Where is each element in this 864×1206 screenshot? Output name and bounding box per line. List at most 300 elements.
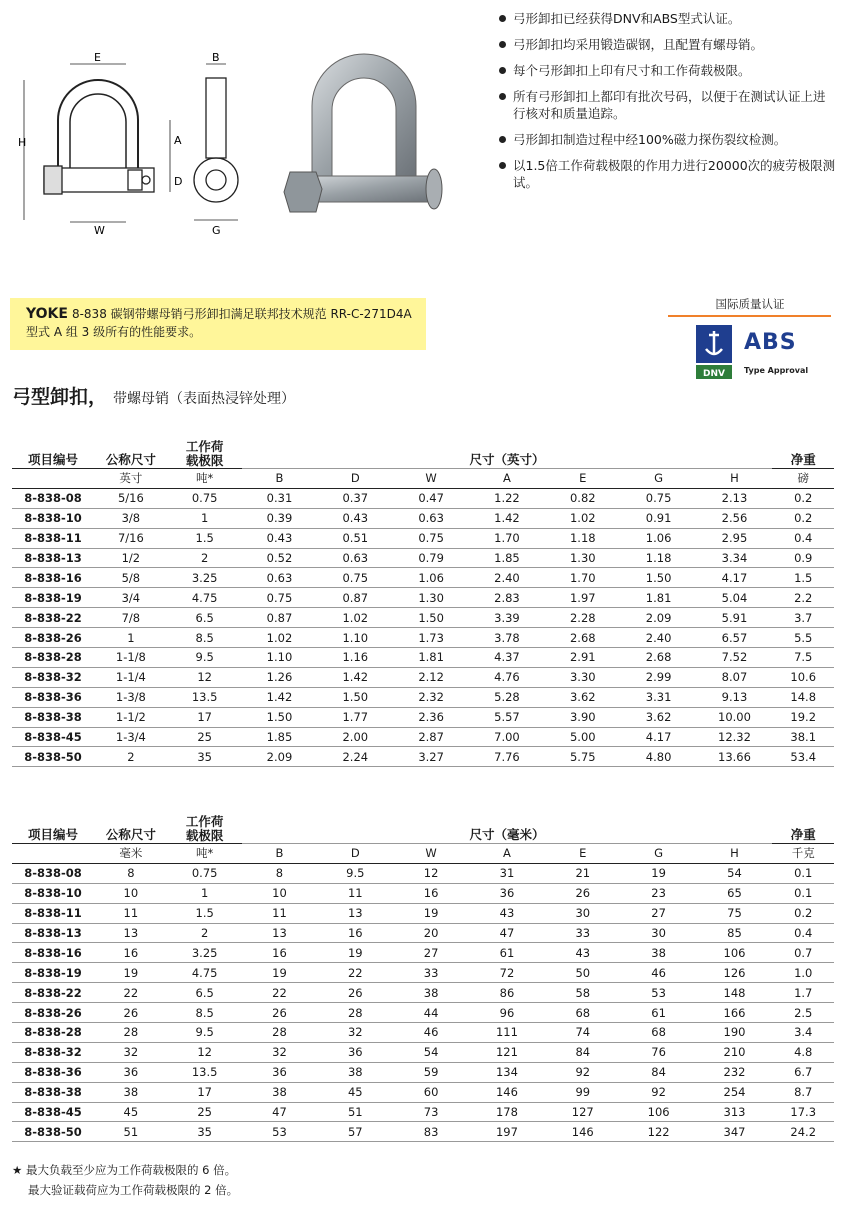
item-number-cell: 8-838-13 bbox=[12, 923, 94, 943]
table-cell: 232 bbox=[697, 1062, 773, 1082]
table-cell: 26 bbox=[242, 1003, 318, 1023]
table-cell: 1.7 bbox=[772, 983, 834, 1003]
table-cell: 2.09 bbox=[242, 747, 318, 767]
table-cell: 2.68 bbox=[621, 648, 697, 668]
table-cell: 23 bbox=[621, 883, 697, 903]
table-cell: 28 bbox=[242, 1023, 318, 1043]
table-row bbox=[12, 548, 834, 568]
table-cell: 7.76 bbox=[469, 747, 545, 767]
table-cell: 53 bbox=[621, 983, 697, 1003]
table-cell: 166 bbox=[697, 1003, 773, 1023]
table-cell: 1-3/4 bbox=[94, 727, 168, 747]
table-cell: 313 bbox=[697, 1102, 773, 1122]
table-cell: 2.36 bbox=[393, 707, 469, 727]
table-cell: 1.42 bbox=[469, 508, 545, 528]
table-cell: 1.10 bbox=[242, 648, 318, 668]
table-cell: 46 bbox=[621, 963, 697, 983]
table-cell: 0.31 bbox=[242, 488, 318, 508]
table-cell: 53 bbox=[242, 1122, 318, 1142]
table-cell: 1.85 bbox=[242, 727, 318, 747]
dim-label-h: H bbox=[18, 136, 27, 149]
table-row bbox=[12, 687, 834, 707]
table-cell: 0.75 bbox=[393, 528, 469, 548]
table-cell: 190 bbox=[697, 1023, 773, 1043]
table-row bbox=[12, 608, 834, 628]
table-cell: 9.5 bbox=[168, 1023, 242, 1043]
footnote-1: ★ 最大负载至少应为工作荷载极限的 6 倍。 bbox=[12, 1163, 237, 1177]
table-cell: 2.5 bbox=[772, 1003, 834, 1023]
table-cell: 19 bbox=[242, 963, 318, 983]
table-row bbox=[12, 1023, 834, 1043]
table-cell: 0.2 bbox=[772, 508, 834, 528]
abs-type-approval: Type Approval bbox=[744, 366, 809, 375]
page-title: 弓型卸扣， 带螺母销（表面热浸锌处理） bbox=[12, 386, 296, 408]
item-number-cell: 8-838-10 bbox=[12, 508, 94, 528]
table-cell: 1.50 bbox=[393, 608, 469, 628]
table-cell: 26 bbox=[545, 883, 621, 903]
table-cell: 3.62 bbox=[545, 687, 621, 707]
table-cell: 5.5 bbox=[772, 628, 834, 648]
table-cell: 2.32 bbox=[393, 687, 469, 707]
item-number-cell: 8-838-08 bbox=[12, 488, 94, 508]
table-row bbox=[12, 1042, 834, 1062]
table-cell: 16 bbox=[393, 883, 469, 903]
table-cell: 1.02 bbox=[545, 508, 621, 528]
table-cell: 12.32 bbox=[697, 727, 773, 747]
table-cell: 10 bbox=[242, 883, 318, 903]
table-cell: 38.1 bbox=[772, 727, 834, 747]
unit-header: 千克 bbox=[772, 844, 834, 864]
table-cell: 45 bbox=[94, 1102, 168, 1122]
table-cell: 1.5 bbox=[772, 568, 834, 588]
col-header-item: 项目编号 bbox=[27, 827, 78, 842]
feature-list bbox=[497, 10, 837, 200]
unit-header: E bbox=[545, 469, 621, 489]
table-cell: 47 bbox=[242, 1102, 318, 1122]
table-cell: 121 bbox=[469, 1042, 545, 1062]
table-cell: 47 bbox=[469, 923, 545, 943]
table-cell: 13.5 bbox=[168, 687, 242, 707]
svg-text:DNV: DNV bbox=[703, 369, 725, 379]
item-number-cell: 8-838-38 bbox=[12, 707, 94, 727]
table-cell: 30 bbox=[545, 903, 621, 923]
table-cell: 43 bbox=[545, 943, 621, 963]
table-cell: 0.4 bbox=[772, 528, 834, 548]
table-cell: 0.79 bbox=[393, 548, 469, 568]
table-cell: 4.80 bbox=[621, 747, 697, 767]
table-cell: 72 bbox=[469, 963, 545, 983]
table-cell: 0.63 bbox=[393, 508, 469, 528]
table-cell: 32 bbox=[242, 1042, 318, 1062]
table-cell: 1.42 bbox=[317, 667, 393, 687]
table-cell: 35 bbox=[168, 747, 242, 767]
table-row bbox=[12, 628, 834, 648]
table-cell: 2 bbox=[94, 747, 168, 767]
table-cell: 51 bbox=[317, 1102, 393, 1122]
table-cell: 126 bbox=[697, 963, 773, 983]
table-cell: 2.68 bbox=[545, 628, 621, 648]
table-cell: 19 bbox=[317, 943, 393, 963]
table-cell: 3.31 bbox=[621, 687, 697, 707]
table-cell: 45 bbox=[317, 1082, 393, 1102]
table-cell: 7.52 bbox=[697, 648, 773, 668]
table-cell: 1.81 bbox=[621, 588, 697, 608]
table-cell: 13 bbox=[94, 923, 168, 943]
table-cell: 73 bbox=[393, 1102, 469, 1122]
table-cell: 57 bbox=[317, 1122, 393, 1142]
table-cell: 2.12 bbox=[393, 667, 469, 687]
table-cell: 0.52 bbox=[242, 548, 318, 568]
dim-label-d: D bbox=[174, 175, 183, 188]
item-number-cell: 8-838-50 bbox=[12, 747, 94, 767]
table-cell: 6.5 bbox=[168, 608, 242, 628]
table-cell: 1.10 bbox=[317, 628, 393, 648]
table-cell: 5.57 bbox=[469, 707, 545, 727]
col-header-nominal: 公称尺寸 bbox=[105, 452, 156, 467]
table-cell: 4.75 bbox=[168, 963, 242, 983]
table-cell: 7/8 bbox=[94, 608, 168, 628]
table-cell: 58 bbox=[545, 983, 621, 1003]
table-cell: 0.2 bbox=[772, 488, 834, 508]
table-cell: 13 bbox=[242, 923, 318, 943]
table-cell: 92 bbox=[545, 1062, 621, 1082]
table-cell: 16 bbox=[317, 923, 393, 943]
shackle-dimension-diagram bbox=[10, 50, 250, 240]
table-cell: 6.57 bbox=[697, 628, 773, 648]
table-cell: 0.91 bbox=[621, 508, 697, 528]
table-cell: 2.91 bbox=[545, 648, 621, 668]
table-cell: 4.17 bbox=[621, 727, 697, 747]
table-cell: 5.91 bbox=[697, 608, 773, 628]
table-cell: 38 bbox=[317, 1062, 393, 1082]
table-cell: 4.37 bbox=[469, 648, 545, 668]
table-cell: 53.4 bbox=[772, 747, 834, 767]
table-row bbox=[12, 1062, 834, 1082]
table-cell: 85 bbox=[697, 923, 773, 943]
table-cell: 2.40 bbox=[621, 628, 697, 648]
table-cell: 20 bbox=[393, 923, 469, 943]
table-cell: 5.04 bbox=[697, 588, 773, 608]
table-cell: 13.5 bbox=[168, 1062, 242, 1082]
unit-header: H bbox=[697, 469, 773, 489]
table-cell: 2.24 bbox=[317, 747, 393, 767]
table-cell: 11 bbox=[94, 903, 168, 923]
table-cell: 178 bbox=[469, 1102, 545, 1122]
table-cell: 5.00 bbox=[545, 727, 621, 747]
table-row bbox=[12, 883, 834, 903]
table-cell: 3.62 bbox=[621, 707, 697, 727]
table-cell: 3.25 bbox=[168, 943, 242, 963]
table-cell: 5.28 bbox=[469, 687, 545, 707]
table-row bbox=[12, 707, 834, 727]
table-cell: 65 bbox=[697, 883, 773, 903]
table-cell: 6.7 bbox=[772, 1062, 834, 1082]
table-cell: 0.75 bbox=[168, 488, 242, 508]
table-cell: 33 bbox=[545, 923, 621, 943]
table-cell: 1.02 bbox=[317, 608, 393, 628]
table-cell: 1 bbox=[168, 508, 242, 528]
feature-item: 弓形卸扣均采用锻造碳钢，且配置有螺母销。 bbox=[497, 36, 837, 53]
table-cell: 19.2 bbox=[772, 707, 834, 727]
unit-header: B bbox=[242, 844, 318, 864]
table-cell: 0.9 bbox=[772, 548, 834, 568]
table-cell: 2.00 bbox=[317, 727, 393, 747]
table-cell: 19 bbox=[94, 963, 168, 983]
table-cell: 43 bbox=[469, 903, 545, 923]
table-cell: 60 bbox=[393, 1082, 469, 1102]
table-cell: 1.02 bbox=[242, 628, 318, 648]
table-cell: 86 bbox=[469, 983, 545, 1003]
col-header-wll: 工作荷载极限 bbox=[185, 439, 224, 468]
feature-item: 以1.5倍工作荷载极限的作用力进行20000次的疲劳极限测试。 bbox=[497, 157, 837, 191]
table-cell: 13 bbox=[317, 903, 393, 923]
table-cell: 7.5 bbox=[772, 648, 834, 668]
table-cell: 28 bbox=[94, 1023, 168, 1043]
item-number-cell: 8-838-22 bbox=[12, 608, 94, 628]
dim-label-e: E bbox=[94, 51, 101, 64]
table-cell: 1.5 bbox=[168, 903, 242, 923]
table-cell: 0.63 bbox=[242, 568, 318, 588]
table-cell: 106 bbox=[697, 943, 773, 963]
table-cell: 0.37 bbox=[317, 488, 393, 508]
col-header-weight: 净重 bbox=[790, 827, 816, 842]
certification-divider bbox=[668, 315, 831, 317]
table-cell: 9.13 bbox=[697, 687, 773, 707]
table-cell: 27 bbox=[621, 903, 697, 923]
table-cell: 10.00 bbox=[697, 707, 773, 727]
table-cell: 134 bbox=[469, 1062, 545, 1082]
col-header-nominal: 公称尺寸 bbox=[105, 827, 156, 842]
table-row bbox=[12, 667, 834, 687]
table-cell: 1.50 bbox=[621, 568, 697, 588]
table-cell: 99 bbox=[545, 1082, 621, 1102]
table-row bbox=[12, 1003, 834, 1023]
table-cell: 24.2 bbox=[772, 1122, 834, 1142]
table-cell: 59 bbox=[393, 1062, 469, 1082]
table-cell: 25 bbox=[168, 727, 242, 747]
dim-label-a: A bbox=[174, 134, 182, 147]
table-row bbox=[12, 588, 834, 608]
table-cell: 1.81 bbox=[393, 648, 469, 668]
item-number-cell: 8-838-19 bbox=[12, 588, 94, 608]
table-cell: 22 bbox=[317, 963, 393, 983]
table-cell: 84 bbox=[621, 1062, 697, 1082]
table-cell: 83 bbox=[393, 1122, 469, 1142]
table-cell: 3.78 bbox=[469, 628, 545, 648]
table-cell: 1.22 bbox=[469, 488, 545, 508]
table-cell: 1-1/4 bbox=[94, 667, 168, 687]
table-cell: 11 bbox=[317, 883, 393, 903]
item-number-cell: 8-838-36 bbox=[12, 687, 94, 707]
table-cell: 1.5 bbox=[168, 528, 242, 548]
table-cell: 92 bbox=[621, 1082, 697, 1102]
table-cell: 10 bbox=[94, 883, 168, 903]
table-cell: 68 bbox=[621, 1023, 697, 1043]
table-cell: 1 bbox=[168, 883, 242, 903]
table-cell: 1.73 bbox=[393, 628, 469, 648]
feature-item: 所有弓形卸扣上都印有批次号码，以便于在测试认证上进行核对和质量追踪。 bbox=[497, 88, 837, 122]
unit-header: E bbox=[545, 844, 621, 864]
table-cell: 22 bbox=[94, 983, 168, 1003]
table-cell: 1.50 bbox=[242, 707, 318, 727]
metric-spec-table bbox=[12, 815, 834, 1142]
table-cell: 16 bbox=[242, 943, 318, 963]
item-number-cell: 8-838-16 bbox=[12, 568, 94, 588]
unit-header: W bbox=[393, 844, 469, 864]
table-cell: 75 bbox=[697, 903, 773, 923]
table-cell: 1-3/8 bbox=[94, 687, 168, 707]
feature-item: 弓形卸扣已经获得DNV和ABS型式认证。 bbox=[497, 10, 837, 27]
table-cell: 3/8 bbox=[94, 508, 168, 528]
table-row bbox=[12, 1122, 834, 1142]
col-header-dimensions: 尺寸（毫米） bbox=[242, 815, 773, 844]
table-cell: 1.18 bbox=[621, 548, 697, 568]
table-cell: 5/8 bbox=[94, 568, 168, 588]
col-header-dimensions: 尺寸（英寸） bbox=[242, 440, 773, 469]
table-cell: 1.06 bbox=[621, 528, 697, 548]
item-number-cell: 8-838-50 bbox=[12, 1122, 94, 1142]
item-number-cell: 8-838-38 bbox=[12, 1082, 94, 1102]
page-subtitle: 带螺母销（表面热浸锌处理） bbox=[113, 391, 296, 407]
table-cell: 0.75 bbox=[242, 588, 318, 608]
unit-header: G bbox=[621, 844, 697, 864]
table-cell: 17.3 bbox=[772, 1102, 834, 1122]
table-cell: 1.16 bbox=[317, 648, 393, 668]
table-cell: 1.30 bbox=[545, 548, 621, 568]
table-cell: 3.25 bbox=[168, 568, 242, 588]
imperial-spec-table bbox=[12, 440, 834, 767]
table-cell: 25 bbox=[168, 1102, 242, 1122]
table-cell: 148 bbox=[697, 983, 773, 1003]
table-cell: 8.07 bbox=[697, 667, 773, 687]
table-cell: 5/16 bbox=[94, 488, 168, 508]
table-cell: 0.43 bbox=[242, 528, 318, 548]
item-number-cell: 8-838-36 bbox=[12, 1062, 94, 1082]
unit-header: 吨* bbox=[168, 844, 242, 864]
table-cell: 26 bbox=[94, 1003, 168, 1023]
table-cell: 33 bbox=[393, 963, 469, 983]
table-cell: 111 bbox=[469, 1023, 545, 1043]
table-cell: 51 bbox=[94, 1122, 168, 1142]
table-cell: 38 bbox=[621, 943, 697, 963]
table-cell: 254 bbox=[697, 1082, 773, 1102]
table-cell: 3/4 bbox=[94, 588, 168, 608]
unit-header: W bbox=[393, 469, 469, 489]
item-number-cell: 8-838-11 bbox=[12, 528, 94, 548]
table-cell: 2.56 bbox=[697, 508, 773, 528]
table-cell: 7.00 bbox=[469, 727, 545, 747]
table-cell: 197 bbox=[469, 1122, 545, 1142]
table-row bbox=[12, 727, 834, 747]
table-cell: 2.87 bbox=[393, 727, 469, 747]
yoke-brand: YOKE bbox=[26, 306, 68, 322]
table-cell: 12 bbox=[168, 1042, 242, 1062]
table-cell: 146 bbox=[545, 1122, 621, 1142]
unit-header: A bbox=[469, 469, 545, 489]
table-cell: 22 bbox=[242, 983, 318, 1003]
table-cell: 44 bbox=[393, 1003, 469, 1023]
feature-item: 弓形卸扣制造过程中经100%磁力探伤裂纹检测。 bbox=[497, 131, 837, 148]
table-cell: 1-1/2 bbox=[94, 707, 168, 727]
table-cell: 2.95 bbox=[697, 528, 773, 548]
table-cell: 1.26 bbox=[242, 667, 318, 687]
table-cell: 0.63 bbox=[317, 548, 393, 568]
table-cell: 1.30 bbox=[393, 588, 469, 608]
item-number-cell: 8-838-16 bbox=[12, 943, 94, 963]
table-cell: 17 bbox=[168, 707, 242, 727]
table-row bbox=[12, 863, 834, 883]
table-cell: 4.8 bbox=[772, 1042, 834, 1062]
table-cell: 84 bbox=[545, 1042, 621, 1062]
table-cell: 54 bbox=[697, 863, 773, 883]
table-cell: 19 bbox=[393, 903, 469, 923]
table-cell: 106 bbox=[621, 1102, 697, 1122]
table-cell: 1.06 bbox=[393, 568, 469, 588]
table-cell: 0.87 bbox=[242, 608, 318, 628]
table-cell: 30 bbox=[621, 923, 697, 943]
table-cell: 0.51 bbox=[317, 528, 393, 548]
table-cell: 127 bbox=[545, 1102, 621, 1122]
table-row bbox=[12, 1102, 834, 1122]
table-cell: 1.70 bbox=[469, 528, 545, 548]
table-cell: 1/2 bbox=[94, 548, 168, 568]
table-cell: 1-1/8 bbox=[94, 648, 168, 668]
table-cell: 36 bbox=[94, 1062, 168, 1082]
table-cell: 31 bbox=[469, 863, 545, 883]
item-number-cell: 8-838-26 bbox=[12, 628, 94, 648]
table-cell: 12 bbox=[393, 863, 469, 883]
table-row bbox=[12, 747, 834, 767]
unit-header: H bbox=[697, 844, 773, 864]
table-cell: 27 bbox=[393, 943, 469, 963]
table-cell: 14.8 bbox=[772, 687, 834, 707]
item-number-cell: 8-838-22 bbox=[12, 983, 94, 1003]
item-number-cell: 8-838-11 bbox=[12, 903, 94, 923]
table-cell: 1.18 bbox=[545, 528, 621, 548]
table-cell: 2.2 bbox=[772, 588, 834, 608]
footnote-2: 最大验证载荷应为工作荷载极限的 2 倍。 bbox=[28, 1183, 239, 1197]
table-cell: 9.5 bbox=[168, 648, 242, 668]
unit-header: G bbox=[621, 469, 697, 489]
table-cell: 6.5 bbox=[168, 983, 242, 1003]
table-cell: 13.66 bbox=[697, 747, 773, 767]
table-cell: 7/16 bbox=[94, 528, 168, 548]
table-cell: 68 bbox=[545, 1003, 621, 1023]
table-cell: 0.75 bbox=[317, 568, 393, 588]
table-cell: 1.50 bbox=[317, 687, 393, 707]
table-cell: 5.75 bbox=[545, 747, 621, 767]
col-header-wll: 工作荷载极限 bbox=[185, 814, 224, 843]
table-cell: 17 bbox=[168, 1082, 242, 1102]
table-cell: 38 bbox=[242, 1082, 318, 1102]
unit-header: 毫米 bbox=[94, 844, 168, 864]
table-cell: 4.17 bbox=[697, 568, 773, 588]
table-cell: 8.5 bbox=[168, 628, 242, 648]
table-cell: 32 bbox=[94, 1042, 168, 1062]
table-cell: 38 bbox=[393, 983, 469, 1003]
table-row bbox=[12, 903, 834, 923]
table-cell: 8.7 bbox=[772, 1082, 834, 1102]
item-number-cell: 8-838-08 bbox=[12, 863, 94, 883]
table-cell: 2 bbox=[168, 548, 242, 568]
table-cell: 36 bbox=[317, 1042, 393, 1062]
table-row bbox=[12, 568, 834, 588]
table-cell: 1.0 bbox=[772, 963, 834, 983]
table-cell: 76 bbox=[621, 1042, 697, 1062]
unit-header: D bbox=[317, 469, 393, 489]
table-cell: 2.40 bbox=[469, 568, 545, 588]
table-cell: 1.77 bbox=[317, 707, 393, 727]
